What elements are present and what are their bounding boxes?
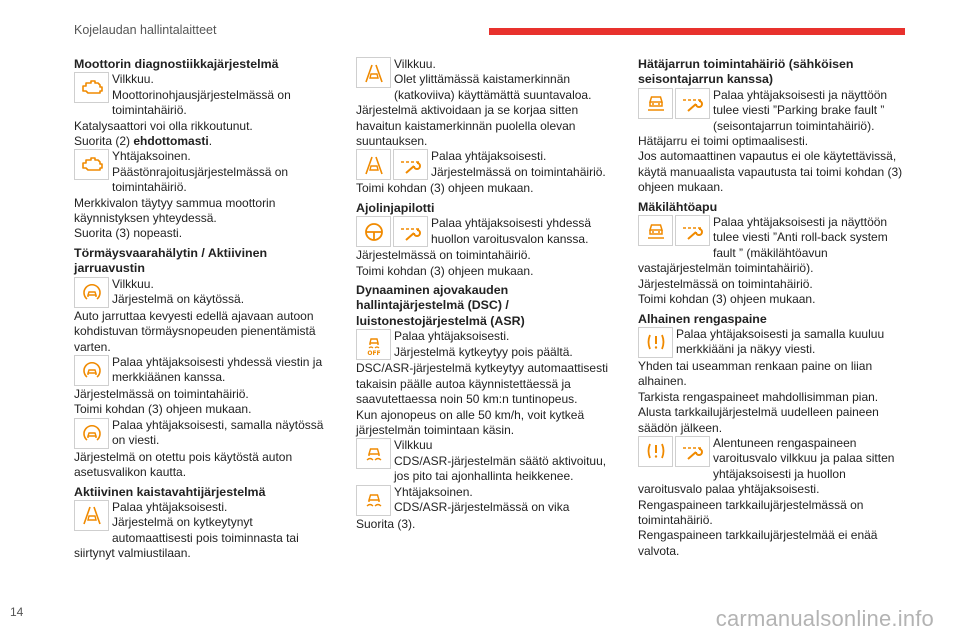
section-title: Hätäjarrun toimintahäiriö (sähköisen seisontajarrun kanssa) <box>638 57 854 87</box>
warning-entry: Vilkkuu CDS/ASR-järjestelmän säätö aktivoituu, jos pito tai ajonhallinta heikkenee. <box>356 438 618 484</box>
dsc-icon <box>356 485 391 516</box>
column-1 <box>74 57 336 562</box>
brake-fault-icon <box>638 88 673 119</box>
engine-icon <box>74 72 109 103</box>
warning-entry: Yhtäjaksoinen. CDS/ASR-järjestelmässä on vika Suorita (3). <box>356 484 570 531</box>
warning-entry: Vilkkuu. Olet ylittämässä kaistamerkinnän (katkoviiva) käyttämättä suuntavaloa. Järjestelmä aktivoidaan ja se korjaa sitten havaitun kaistamerkinnän puolella olevan suuntauksen. <box>356 57 592 149</box>
header-accent-bar <box>489 28 905 35</box>
warning-entry: Palaa yhtäjaksoisesti ja näyttöön tulee viesti ”Parking brake fault ” (seisontajarrun toimintahäiriö). Hätäjarru ei toimi optimaalisesti. Jos automaattinen vapautus ei ole käytettävissä, käytä manuaalista vapautusta tai toimi kohdan (3) ohjeen mukaan. <box>638 87 903 195</box>
warning-entry: Vilkkuu. Järjestelmä on käytössä. Auto jarruttaa kevyesti edellä ajavaan autoon kohdistuvan törmäysnopeuden pienentämistä varten. <box>74 276 316 354</box>
warning-entry: Palaa yhtäjaksoisesti ja näyttöön tulee viesti ”Anti roll-back system fault ” (mäkilähtöavun vastajärjestelmän toimintahäiriö). Järjestelmässä on toimintahäiriö. Toimi kohdan (3) ohjeen mukaan. <box>638 215 888 307</box>
collision-alert-icon <box>74 277 109 308</box>
dsc-icon <box>356 438 391 469</box>
section-title: Dynaaminen ajovakauden hallintajärjestelmä (DSC) / luistonestojärjestelmä (ASR) <box>356 283 525 328</box>
warning-entry: Yhtäjaksoinen. Päästönrajoitusjärjestelmässä on toimintahäiriö. Merkkivalon täytyy sammua moottorin käynnistyksen yhteydessä. Suorita (3) nopeasti. <box>74 149 289 241</box>
warning-entry: Palaa yhtäjaksoisesti ja samalla kuuluu merkkiääni ja näkyy viesti. Yhden tai useamman renkaan paine on liian alhainen. Tarkista rengaspaineet mahdollisimman pian. Alusta tarkkailujärjestelmä uudelleen paineen säädön jälkeen. <box>638 326 885 435</box>
service-wrench-icon <box>393 216 428 247</box>
service-wrench-icon <box>675 215 710 246</box>
header-title: Kojelaudan hallintalaitteet <box>74 23 217 37</box>
warning-entry: Palaa yhtäjaksoisesti. Järjestelmässä on toimintahäiriö. Toimi kohdan (3) ohjeen mukaan. <box>356 149 606 196</box>
column-2 <box>356 57 618 532</box>
section-title: Aktiivinen kaistavahtijärjestelmä <box>74 484 266 499</box>
warning-entry: Vilkkuu. Moottorinohjausjärjestelmässä on toimintahäiriö. Katalysaattori voi olla rikkoutunut. Suorita (2) ehdottomasti. <box>74 72 291 149</box>
section-title: Moottorin diagnostiikkajärjestelmä <box>74 57 279 71</box>
collision-alert-icon <box>74 418 109 449</box>
warning-entry: Palaa yhtäjaksoisesti. Järjestelmä on kytkeytynyt automaattisesti pois toiminnasta tai siirtynyt valmiustilaan. <box>74 499 299 561</box>
warning-entry: Palaa yhtäjaksoisesti yhdessä viestin ja merkkiäänen kanssa. Järjestelmässä on toimintahäiriö. Toimi kohdan (3) ohjeen mukaan. <box>74 354 323 417</box>
section-title: Ajolinjapilotti <box>356 200 435 215</box>
lane-keeping-icon <box>356 57 391 88</box>
tyre-pressure-icon <box>638 327 673 358</box>
tyre-pressure-icon <box>638 436 673 467</box>
svg-text:OFF: OFF <box>366 349 381 356</box>
service-wrench-icon <box>675 88 710 119</box>
watermark: carmanualsonline.info <box>715 606 934 631</box>
collision-alert-icon <box>74 355 109 386</box>
section-title: Törmäysvaarahälytin / Aktiivinen jarruavustin <box>74 245 268 276</box>
section-title: Mäkilähtöapu <box>638 199 718 214</box>
warning-entry: Palaa yhtäjaksoisesti yhdessä huollon varoitusvalon kanssa. Järjestelmässä on toimintahäiriö. Toimi kohdan (3) ohjeen mukaan. <box>356 216 592 278</box>
page-number: 14 <box>10 605 24 619</box>
brake-fault-icon <box>638 215 673 246</box>
lane-keeping-icon <box>356 149 391 180</box>
warning-entry: OFF Palaa yhtäjaksoisesti. Järjestelmä kytkeytyy pois päältä. DSC/ASR-järjestelmä kytkeytyy automaattisesti takaisin päälle autoa käynnistettäessä ja saavutettaessa noin 50 km:n tuntinopeus. Kun ajonopeus on alle 50 km/h, voit kytkeä järjestelmän toimintaan käsin. <box>356 329 609 437</box>
service-wrench-icon <box>675 436 710 467</box>
warning-entry: Alentuneen rengaspaineen varoitusvalo vilkkuu ja palaa sitten yhtäjaksoisesti ja huollon varoitusvalo palaa yhtäjaksoisesti. Rengaspaineen tarkkailujärjestelmässä on toimintahäiriö. Rengaspaineen tarkkailujärjestelmää ei enää valvota. <box>638 435 895 558</box>
lane-keeping-icon <box>74 500 109 531</box>
engine-icon <box>74 149 109 180</box>
steering-wheel-icon <box>356 216 391 247</box>
dsc-off-icon <box>356 329 391 360</box>
column-3 <box>638 57 906 559</box>
service-wrench-icon <box>393 149 428 180</box>
warning-entry: Palaa yhtäjaksoisesti, samalla näytössä on viesti. Järjestelmä on otettu pois käytöstä auton asetusvalikon kautta. <box>74 417 324 480</box>
section-title: Alhainen rengaspaine <box>638 311 767 326</box>
